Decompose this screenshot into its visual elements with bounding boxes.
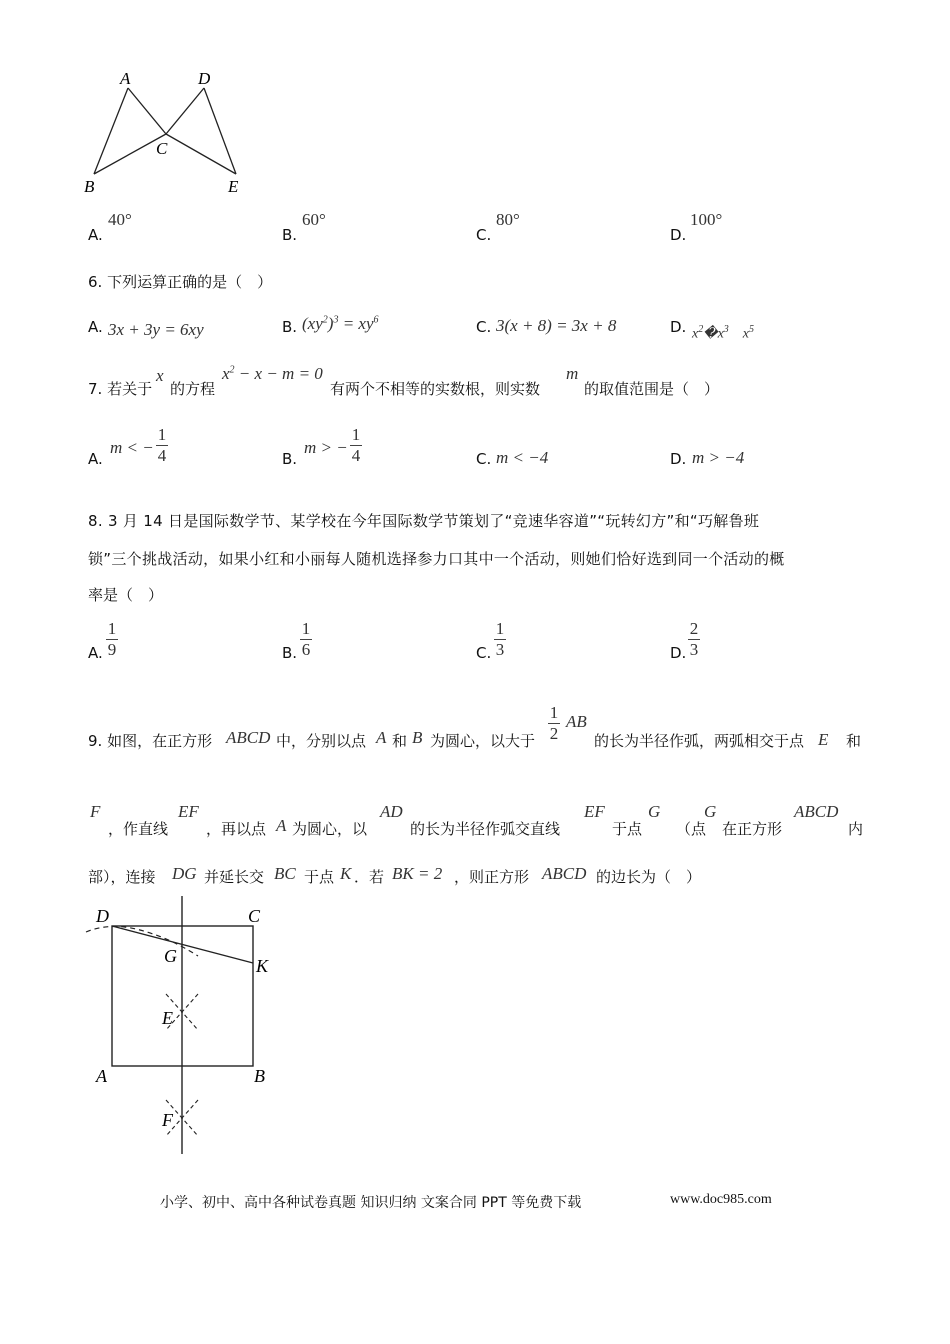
fraction: 1 4	[157, 425, 167, 465]
fraction: 2 3	[689, 619, 699, 659]
option-letter: D.	[670, 450, 687, 468]
fraction: 1 6	[301, 619, 311, 659]
option-letter: C.	[476, 226, 492, 244]
option-letter: D.	[670, 226, 687, 244]
option-value: 60°	[302, 210, 326, 229]
fraction: 1 9	[107, 619, 117, 659]
var-m: m	[566, 364, 579, 383]
fraction: 1 4	[351, 425, 361, 465]
option-expr: m > −4	[692, 448, 745, 467]
q8-line-1: 8. 3 月 14 日是国际数学节、某学校在今年国际数学节策划了“竞速华容道”“玩转幻方”和“巧解鲁班	[88, 512, 760, 530]
option-expr: $x^2�x^3$ $x^5$	[692, 324, 755, 342]
option-letter: A.	[88, 450, 103, 468]
option-letter: D.	[670, 644, 687, 662]
option-expr: m < −	[110, 438, 154, 457]
fig5-label-E: E	[228, 177, 239, 196]
fraction-half: 1 2	[549, 703, 559, 743]
option-expr: $(xy^2)^3 = xy^6$	[302, 314, 379, 333]
option-letter: C.	[476, 318, 492, 336]
option-expr: m < −4	[496, 448, 549, 467]
option-expr: 3x + 3y = 6xy	[108, 320, 204, 339]
option-letter: B.	[282, 318, 298, 336]
fig5-label-C: C	[156, 139, 168, 158]
fig5-label-A: A	[120, 69, 131, 88]
var-x: x	[156, 366, 164, 385]
option-letter: C.	[476, 450, 492, 468]
fraction: 1 3	[495, 619, 505, 659]
stem-text: 有两个不相等的实数根，则实数	[330, 380, 541, 398]
q6-stem: 6. 下列运算正确的是（ ）	[88, 273, 273, 291]
option-letter: B.	[282, 644, 298, 662]
fig9-label-G: G	[164, 946, 177, 966]
q8-line-3: 率是（ ）	[88, 586, 164, 604]
option-letter: B.	[282, 226, 298, 244]
figure-q9-square-construction	[80, 892, 300, 1158]
footer-link[interactable]: www.doc985.com	[670, 1192, 772, 1207]
fig9-label-F: F	[162, 1110, 173, 1130]
fig9-label-C: C	[248, 906, 261, 926]
option-expr: 3(x + 8) = 3x + 8	[496, 316, 617, 335]
option-letter: A.	[88, 644, 103, 662]
q8-line-2: 锁”三个挑战活动，如果小红和小丽每人随机选择参力口其中一个活动，则她们恰好选到同一个活动的概	[88, 550, 785, 568]
option-letter: D.	[670, 318, 687, 336]
fig9-label-K: K	[256, 956, 269, 976]
fig9-label-B: B	[254, 1066, 265, 1086]
stem-text: 的方程	[170, 380, 216, 398]
option-letter: C.	[476, 644, 492, 662]
option-letter: B.	[282, 450, 298, 468]
equation: $x^2 - x - m = 0$	[222, 364, 323, 383]
option-value: 100°	[690, 210, 723, 229]
fig9-label-D: D	[96, 906, 109, 926]
option-value: 40°	[108, 210, 132, 229]
stem-text: 7. 若关于	[88, 380, 153, 398]
option-letter: A.	[88, 226, 103, 244]
fig9-label-A: A	[96, 1066, 107, 1086]
option-value: 80°	[496, 210, 520, 229]
exam-page: A D C B E A. 40° B. 60° C. 80° D. 100° 6. 下列运算正确的是（ ） A. 3x + 3y = 6xy B. $(xy^2)^3 = xy^6$ C. 3(x + 8) = 3x + 8 D. $x^2�x^3$ $x^5$ 7. 若关于 x 的方程 $x^2 - x - m = 0$ 有两个不相等的实数根，则实数 m 的取值范围是（ ） A. m < − 1 4 B. m > − 1 4 C. m < −4 D. m > −4 8. 3 月 14 日是国际数学节、某学校在今年国际数学节策划了“竞速华容道”“玩转幻方”和“巧解鲁班 锁”三个挑战活动，如果小红和小丽每人随机选择参力口其中一个活动，则她们恰好选到同一个活动的概 率是（ ） A. 1 9 B. 1 6 C. 1 3 D. 2 3 9. 如图，在正方形 ABCD 中，分别以点 A 和 B 为圆心，以大于 1 2 AB 的长为半径作弧，两弧相交于点 E 和 F ，作直线 EF ，再以点 A 为圆心，以 AD 的长为半径作弧交直线 EF 于点 G （点 G 在正方形 ABCD 内 部），连接 DG 并延长交 BC 于点 K ．若 BK = 2 ，则正方形 ABCD 的边长为（ ） D C G K E A B F 小学、初中、高中各种试卷真题 知识归纳 文案合同 PPT 等免费下载 www.doc985.com	[0, 0, 950, 1344]
footer-text: 小学、初中、高中各种试卷真题 知识归纳 文案合同 PPT 等免费下载	[160, 1195, 582, 1211]
figure-q5-triangles	[80, 66, 260, 196]
option-expr: m > −	[304, 438, 348, 457]
fig5-label-D: D	[198, 69, 211, 88]
option-letter: A.	[88, 318, 103, 336]
fig5-label-B: B	[84, 177, 95, 196]
fig9-label-E: E	[162, 1008, 173, 1028]
stem-text: 的取值范围是（ ）	[584, 380, 720, 398]
